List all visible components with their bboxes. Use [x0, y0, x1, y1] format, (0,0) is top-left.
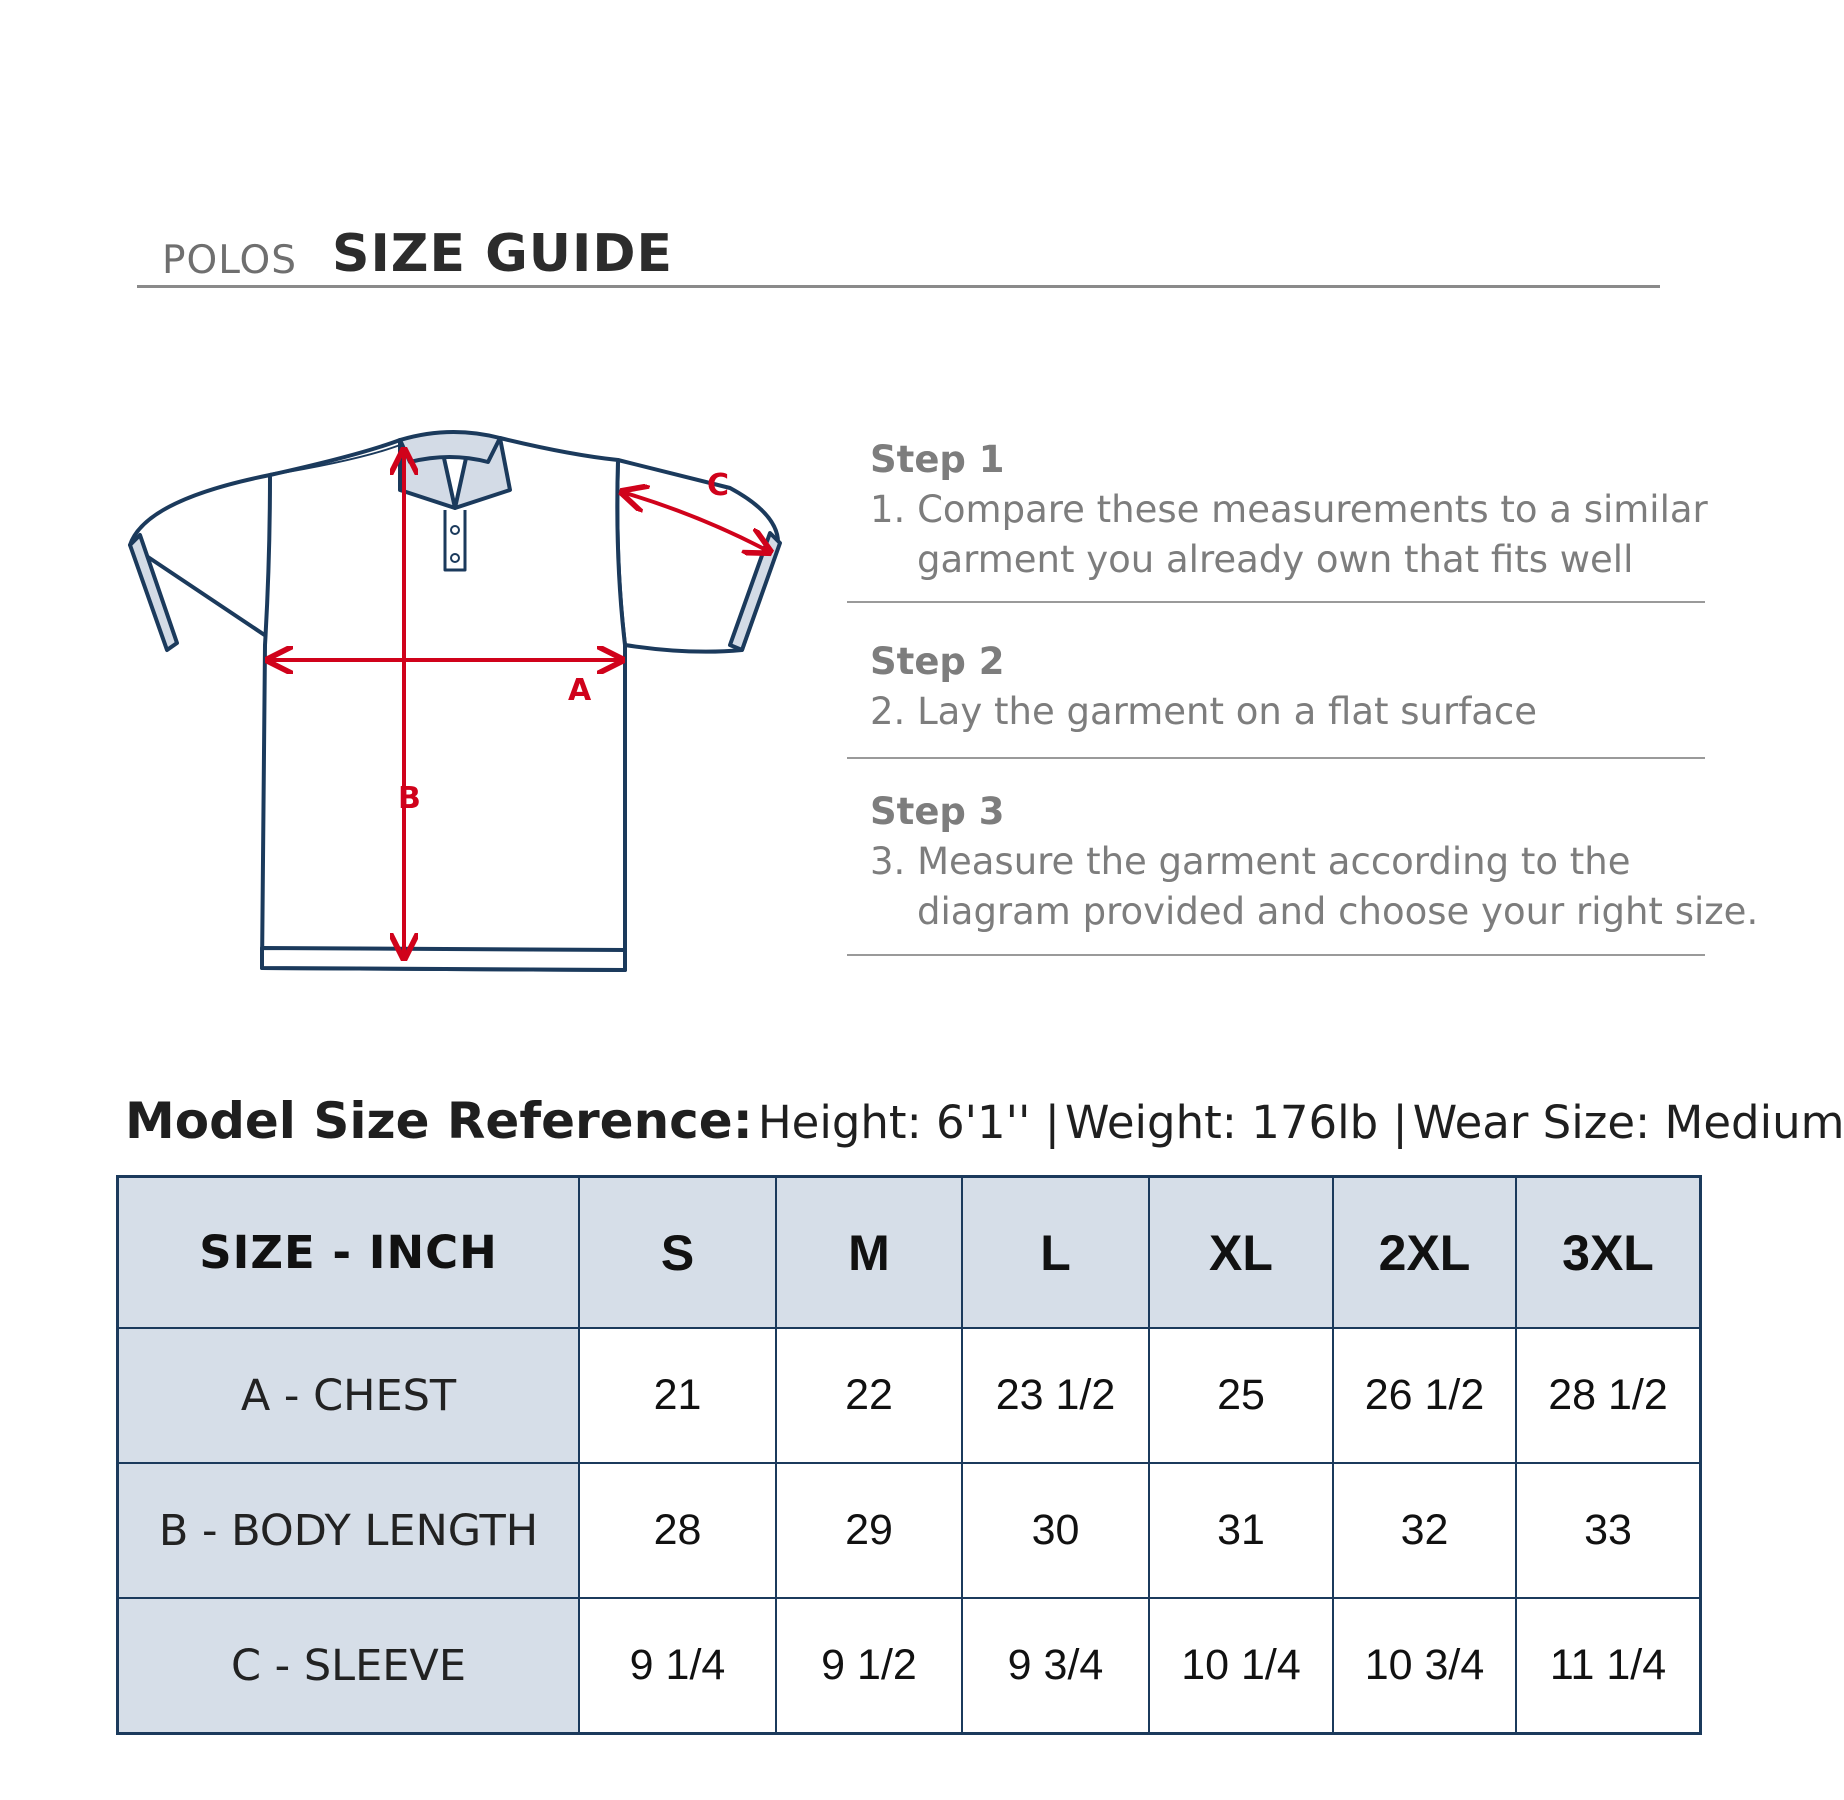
model-ref-label: Model Size Reference: [125, 1092, 753, 1150]
size-column-header: S [579, 1177, 776, 1329]
step-line: 2. Lay the garment on a flat surface [870, 690, 1538, 733]
label-a: A [568, 673, 592, 708]
table-cell: 10 1/4 [1149, 1598, 1333, 1734]
table-cell: 26 1/2 [1333, 1328, 1516, 1463]
table-cell: 28 1/2 [1516, 1328, 1701, 1463]
table-row [118, 1463, 1701, 1598]
step-divider [847, 601, 1705, 603]
table-cell: 11 1/4 [1516, 1598, 1701, 1734]
table-cell: 33 [1516, 1463, 1701, 1598]
table-cell: 29 [776, 1463, 962, 1598]
size-chart-table [116, 1175, 1702, 1735]
row-header: A - CHEST [118, 1328, 580, 1463]
category-label: POLOS [162, 238, 298, 283]
table-cell: 30 [962, 1463, 1149, 1598]
step-text [870, 485, 1708, 585]
model-height: Height: 6'1'' | [757, 1096, 1060, 1149]
table-corner-header: SIZE - INCH [118, 1177, 580, 1329]
table-cell: 9 3/4 [962, 1598, 1149, 1734]
step-title: Step 1 [870, 438, 1005, 481]
page-title: SIZE GUIDE [332, 224, 674, 284]
table-row [118, 1328, 1701, 1463]
table-cell: 28 [579, 1463, 776, 1598]
table-cell: 31 [1149, 1463, 1333, 1598]
step-text [870, 687, 1537, 737]
header-divider [137, 285, 1660, 288]
step-line: 1. Compare these measurements to a similar [870, 488, 1708, 531]
model-weight: Weight: 176lb | [1064, 1096, 1408, 1149]
size-column-header: 3XL [1516, 1177, 1701, 1329]
size-column-header: 2XL [1333, 1177, 1516, 1329]
step-text [870, 837, 1758, 937]
table-row [118, 1598, 1701, 1734]
size-column-header: XL [1149, 1177, 1333, 1329]
table-cell: 9 1/4 [579, 1598, 776, 1734]
step-divider [847, 757, 1705, 759]
step-divider [847, 954, 1705, 956]
size-column-header: M [776, 1177, 962, 1329]
table-header-row [118, 1177, 1701, 1329]
step-title: Step 2 [870, 640, 1005, 683]
table-cell: 21 [579, 1328, 776, 1463]
step-line: garment you already own that fits well [917, 538, 1634, 581]
label-c: C [707, 468, 730, 503]
step-title: Step 3 [870, 790, 1005, 833]
table-cell: 22 [776, 1328, 962, 1463]
table-cell: 23 1/2 [962, 1328, 1149, 1463]
model-size-reference [125, 1092, 1844, 1150]
size-guide-header [137, 224, 1660, 288]
size-column-header: L [962, 1177, 1149, 1329]
model-wear-size: Wear Size: Medium [1412, 1096, 1844, 1149]
label-b: B [398, 781, 421, 816]
step-line: diagram provided and choose your right size. [917, 890, 1759, 933]
table-cell: 9 1/2 [776, 1598, 962, 1734]
table-cell: 32 [1333, 1463, 1516, 1598]
row-header: C - SLEEVE [118, 1598, 580, 1734]
table-cell: 10 3/4 [1333, 1598, 1516, 1734]
polo-shirt-diagram [110, 400, 800, 990]
table-cell: 25 [1149, 1328, 1333, 1463]
row-header: B - BODY LENGTH [118, 1463, 580, 1598]
step-line: 3. Measure the garment according to the [870, 840, 1631, 883]
